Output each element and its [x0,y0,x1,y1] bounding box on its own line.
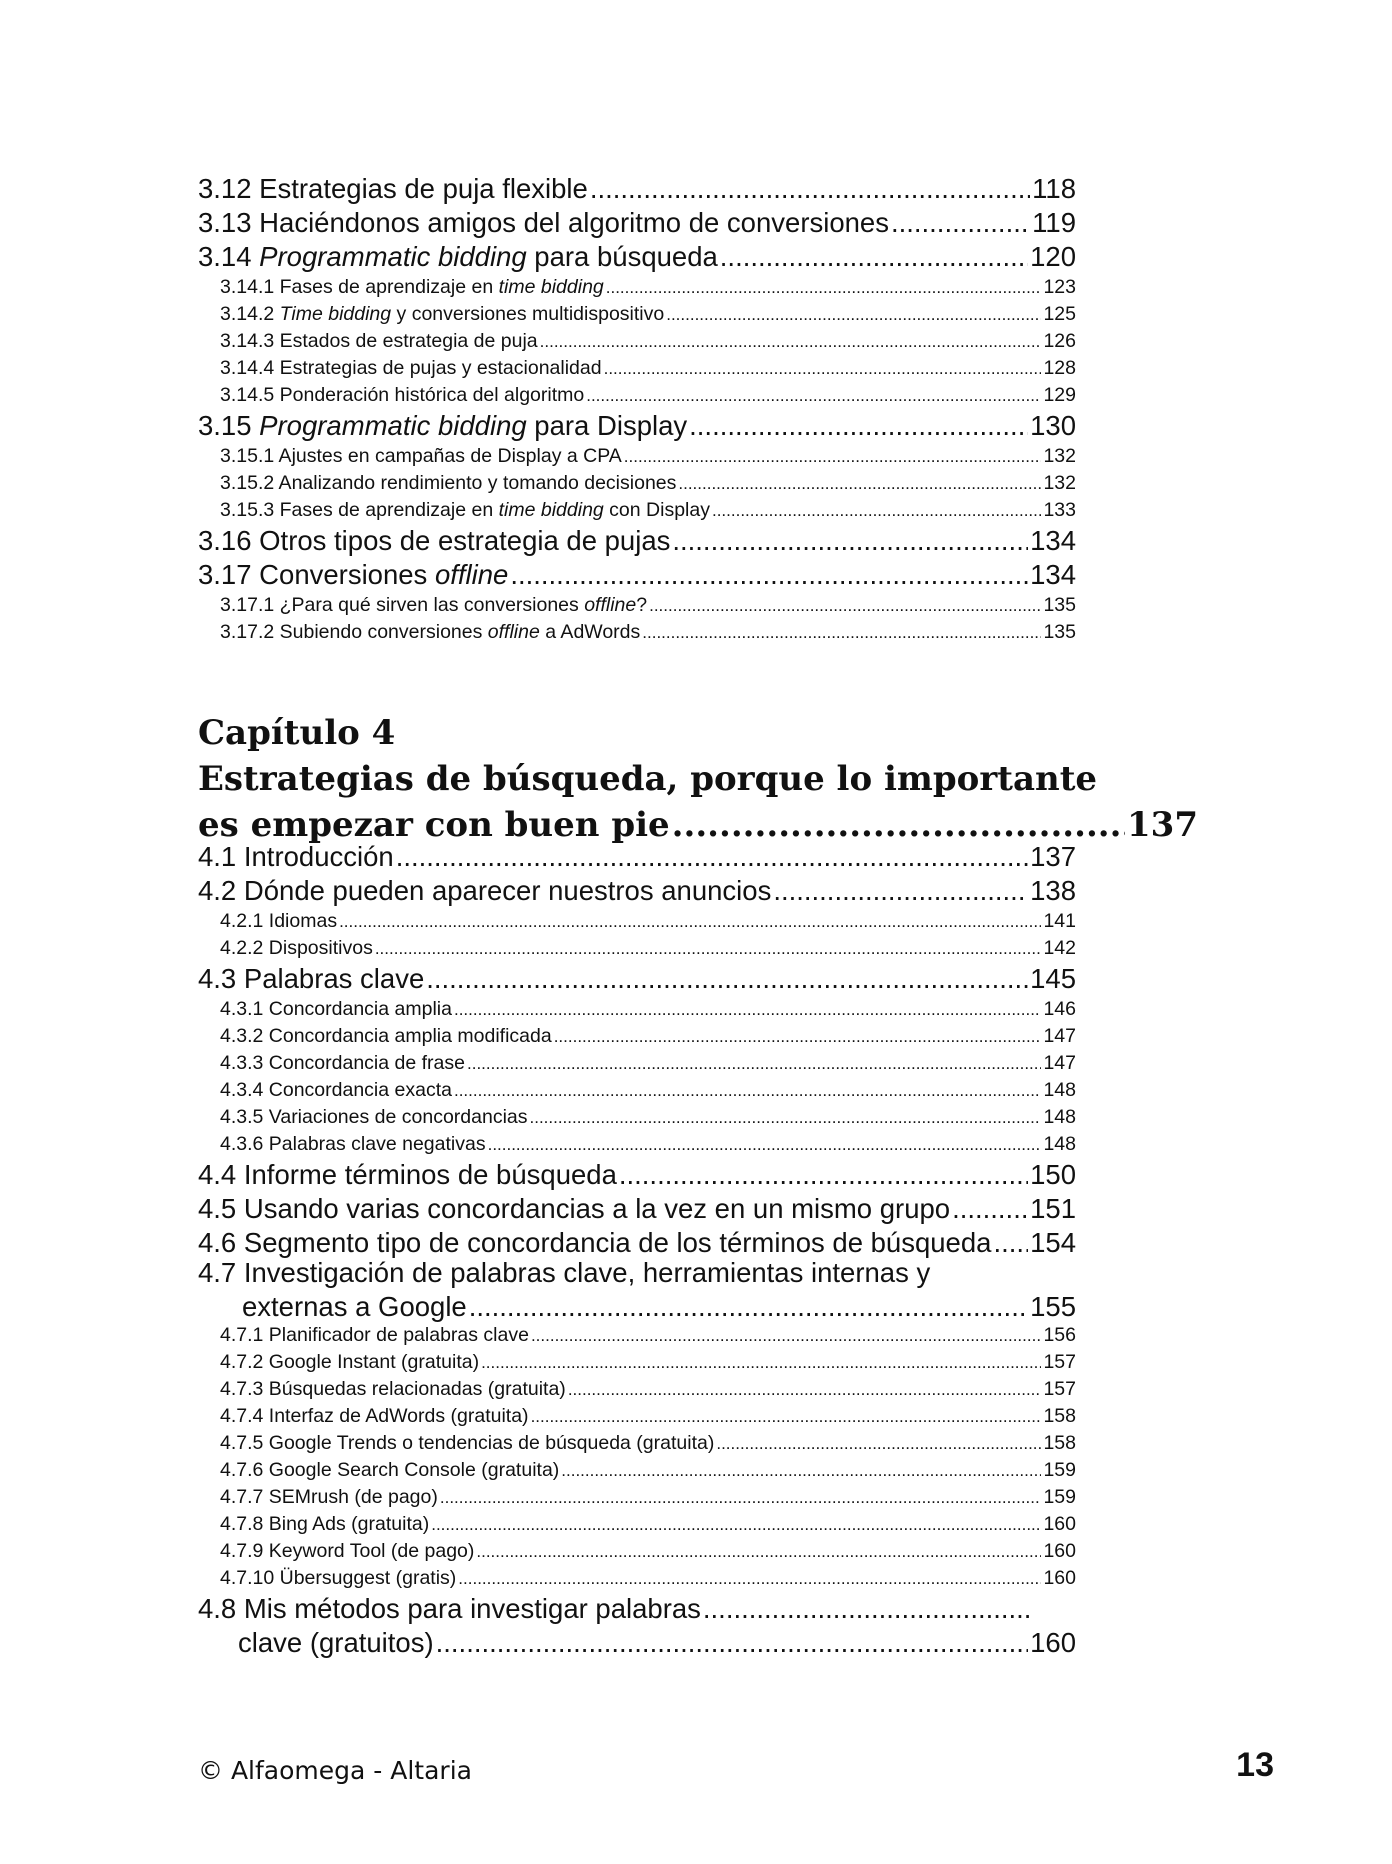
toc-entry-italic: offline [584,594,637,616]
toc-entry[interactable] [198,1430,1076,1457]
toc-entry[interactable] [198,1050,1076,1077]
toc-entry-text [220,592,647,619]
toc-entry-text: 3.14.5 Ponderación histórica del algoritmo [220,384,585,406]
toc-entry-text: 4.3.1 Concordancia amplia [220,998,452,1020]
toc-entry-text: 4.7.1 Planificador de palabras clave [220,1324,529,1346]
toc-entry-text: 4.7 Investigación de palabras clave, herramientas internas y [198,1257,931,1288]
chapter-label: Capítulo 4 [198,713,396,753]
toc-entry[interactable] [198,1403,1076,1430]
toc-entry[interactable] [198,1104,1076,1131]
toc-entry[interactable] [198,328,1076,355]
toc-entry-page: 159 [1043,1459,1076,1481]
dot-leader [712,497,1041,524]
toc-entry[interactable] [198,443,1076,470]
dot-leader [488,1131,1042,1158]
dot-leader [619,1158,1028,1192]
dot-leader [773,874,1028,908]
toc-entry-page: 148 [1043,1079,1076,1101]
toc-entry-page: 133 [1043,499,1076,521]
chapter-page: 137 [1127,805,1198,845]
dot-leader [568,1376,1042,1403]
toc-entry-text: 4.2.2 Dispositivos [220,937,373,959]
toc-entry-text: 4.7.2 Google Instant (gratuita) [220,1351,480,1373]
toc-entry-text: clave (gratuitos) [238,1627,434,1658]
dot-leader [339,908,1041,935]
toc-entry-page: 160 [1043,1513,1076,1535]
dot-leader [703,1592,1032,1626]
dot-leader [891,206,1030,240]
toc-entry-page: 126 [1043,330,1076,352]
toc-entry-text: 3.14.3 Estados de estrategia de puja [220,330,538,352]
toc-entry[interactable] [198,1158,1076,1192]
toc-entry-text-part: para Display [526,410,688,441]
toc-entry-text: 3.12 Estrategias de puja flexible [198,173,588,204]
toc-entry-italic: time bidding [498,499,604,521]
toc-entry-text [220,619,640,646]
toc-entry-text-part: ? [636,594,648,616]
toc-entry-page: 147 [1043,1052,1076,1074]
toc-entry-text: 3.15.1 Ajustes en campañas de Display a CPA [220,445,622,467]
toc-entry[interactable] [198,1457,1076,1484]
toc-entry[interactable] [198,524,1076,558]
toc-entry-text [220,497,710,524]
toc-entry-text: 3.16 Otros tipos de estrategia de pujas [198,525,671,556]
toc-entry[interactable] [198,908,1076,935]
dot-leader [678,470,1041,497]
toc-entry-text: 4.1 Introducción [198,841,394,872]
dot-leader [426,962,1028,996]
toc-entry-page: 129 [1043,384,1076,406]
toc-entry-line1 [198,1592,1076,1626]
toc-entry[interactable] [198,1322,1076,1349]
toc-entry-page: 147 [1043,1025,1076,1047]
toc-4-7-subsections [198,1322,1076,1592]
toc-entry-page: 160 [1030,1627,1076,1658]
toc-entry-page: 155 [1030,1291,1076,1322]
toc-entry-italic: offline [434,559,509,590]
toc-entry-text: 4.7.3 Búsquedas relacionadas (gratuita) [220,1378,566,1400]
dot-leader [510,558,1028,592]
toc-entry-page: 135 [1043,621,1076,643]
toc-entry-italic: offline [487,621,540,643]
toc-entry-text: 4.7.10 Übersuggest (gratis) [220,1567,457,1589]
toc-entry-page: 137 [1030,841,1076,872]
toc-entry[interactable] [198,558,1076,592]
toc-entry-text: 4.5 Usando varias concordancias a la vez en un mismo grupo [198,1193,951,1224]
toc-entry-text: 4.3.2 Concordancia amplia modificada [220,1025,552,1047]
toc-entry-italic: time bidding [498,276,604,298]
footer-page-number: 13 [1236,1746,1274,1784]
dot-leader [530,1104,1042,1131]
toc-entry[interactable] [198,1538,1076,1565]
chapter-heading [198,710,1208,848]
toc-entry-text [220,301,664,328]
toc-entry-italic: Time bidding [279,303,392,325]
dot-leader [716,1430,1041,1457]
toc-entry-page: 120 [1030,241,1076,272]
dot-leader [554,1023,1042,1050]
dot-leader [458,1565,1041,1592]
toc-entry-text: 4.4 Informe términos de búsqueda [198,1159,617,1190]
toc-entry-4-7[interactable] [198,1256,1076,1324]
toc-entry[interactable] [198,497,1076,524]
toc-entry-italic: Programmatic bidding [259,241,527,272]
toc-entry-continuation [198,1290,1076,1324]
toc-entry-page: 132 [1043,472,1076,494]
toc-entry-text-part: con Display [603,499,710,521]
dot-leader [590,172,1030,206]
footer-publisher: © Alfaomega - Altaria [198,1756,472,1785]
dot-leader [436,1626,1028,1660]
toc-entry-page: 128 [1043,357,1076,379]
toc-entry[interactable] [198,619,1076,646]
dot-leader [469,1290,1028,1324]
toc-entry-text-part: 3.17.2 Subiendo conversiones [220,621,488,643]
toc-entry-4-8[interactable] [198,1592,1076,1660]
toc-entry-page: 159 [1043,1486,1076,1508]
toc-entry-page: 130 [1030,410,1076,441]
toc-entry-text: 4.3 Palabras clave [198,963,425,994]
dot-leader [606,274,1042,301]
dot-leader [586,382,1041,409]
toc-entry[interactable] [198,1131,1076,1158]
toc-entry[interactable] [198,1023,1076,1050]
toc-entry-text-part: para búsqueda [526,241,718,272]
toc-entry-text: 4.2 Dónde pueden aparecer nuestros anuncios [198,875,772,906]
toc-entry-text: 4.7.8 Bing Ads (gratuita) [220,1513,430,1535]
toc-entry-page: 157 [1043,1378,1076,1400]
toc-entry-text: 4.3.3 Concordancia de frase [220,1052,465,1074]
toc-entry[interactable] [198,206,1076,240]
dot-leader [952,1192,1028,1226]
toc-entry-text-part: y conversiones multidispositivo [391,303,665,325]
toc-entry-page: 156 [1043,1324,1076,1346]
dot-leader [561,1457,1041,1484]
dot-leader [440,1484,1042,1511]
toc-entry-page: 142 [1043,937,1076,959]
dot-leader [720,240,1028,274]
toc-entry-text: 4.3.5 Variaciones de concordancias [220,1106,528,1128]
dot-leader [604,355,1042,382]
toc-entry-text-part: a AdWords [539,621,641,643]
toc-entry-page: 135 [1043,594,1076,616]
toc-entry-text: 4.2.1 Idiomas [220,910,338,932]
toc-entry-page: 141 [1043,910,1076,932]
toc-entry-page: 160 [1043,1540,1076,1562]
dot-leader [531,1403,1042,1430]
toc-entry[interactable] [198,409,1076,443]
dot-leader [531,1322,1042,1349]
dot-leader [476,1538,1041,1565]
toc-entry-continuation [198,1626,1076,1660]
toc-entry-text-part: 3.15 [198,410,260,441]
toc-entry-text: 4.7.9 Keyword Tool (de pago) [220,1540,475,1562]
toc-entry-page: 123 [1043,276,1076,298]
dot-leader [672,524,1028,558]
chapter-title-line1: Estrategias de búsqueda, porque lo importante [198,759,1098,799]
dot-leader [666,301,1041,328]
toc-entry-text-part: 3.14.1 Fases de aprendizaje en [220,276,499,298]
dot-leader [624,443,1042,470]
dot-leader [481,1349,1041,1376]
toc-entry[interactable] [198,1511,1076,1538]
toc-entry-page: 134 [1030,525,1076,556]
toc-entry[interactable] [198,274,1076,301]
toc-entry-page: 158 [1043,1432,1076,1454]
toc-entry-text [198,409,687,443]
toc-entry[interactable] [198,962,1076,996]
toc-entry-text [198,240,718,274]
toc-entry[interactable] [198,240,1076,274]
toc-entry-page: 138 [1030,875,1076,906]
dot-leader [993,1226,1028,1260]
toc-entry-page: 118 [1032,173,1076,204]
toc-entry-text: 4.7.4 Interfaz de AdWords (gratuita) [220,1405,529,1427]
toc-entry-text [198,558,508,592]
toc-entry[interactable] [198,1484,1076,1511]
toc-entry-page: 148 [1043,1106,1076,1128]
toc-chapter3-section [198,172,1076,646]
toc-entry-page: 154 [1030,1227,1076,1258]
dot-leader [454,1077,1041,1104]
toc-entry[interactable] [198,355,1076,382]
toc-entry-page: 160 [1043,1567,1076,1589]
toc-entry-text: 4.7.6 Google Search Console (gratuita) [220,1459,560,1481]
toc-entry-text-part: 3.17.1 ¿Para qué sirven las conversiones [220,594,585,616]
dot-leader [454,996,1041,1023]
toc-entry[interactable] [198,592,1076,619]
toc-entry[interactable] [198,172,1076,206]
toc-entry-text: 4.3.4 Concordancia exacta [220,1079,452,1101]
toc-entry-text-part: 3.15.3 Fases de aprendizaje en [220,499,499,521]
toc-entry[interactable] [198,935,1076,962]
toc-entry-text-part: 3.14.2 [220,303,280,325]
toc-entry[interactable] [198,1376,1076,1403]
toc-entry-text: 4.8 Mis métodos para investigar palabras [198,1593,701,1624]
toc-entry-italic: Programmatic bidding [259,410,527,441]
dot-leader [396,840,1028,874]
toc-entry-page: 145 [1030,963,1076,994]
toc-entry-text-part: 3.14 [198,241,260,272]
dot-leader [649,592,1041,619]
toc-entry-page: 119 [1032,207,1076,238]
toc-entry-text: 4.6 Segmento tipo de concordancia de los términos de búsqueda [198,1227,992,1258]
toc-entry[interactable] [198,1192,1076,1226]
toc-entry-text: 4.7.5 Google Trends o tendencias de búsqueda (gratuita) [220,1432,715,1454]
toc-entry-text: 3.14.4 Estrategias de pujas y estacionalidad [220,357,602,379]
toc-entry-text: 3.13 Haciéndonos amigos del algoritmo de conversiones [198,207,889,238]
toc-entry[interactable] [198,1077,1076,1104]
dot-leader [540,328,1042,355]
toc-entry[interactable] [198,1565,1076,1592]
toc-entry-text: externas a Google [242,1291,467,1322]
toc-entry[interactable] [198,1226,1076,1260]
toc-entry-page: 148 [1043,1133,1076,1155]
toc-entry[interactable] [198,470,1076,497]
toc-chapter4-section [198,840,1076,1260]
dot-leader [467,1050,1041,1077]
toc-entry[interactable] [198,301,1076,328]
toc-entry[interactable] [198,382,1076,409]
toc-entry-text: 4.7.7 SEMrush (de pago) [220,1486,438,1508]
toc-entry-page: 151 [1030,1193,1076,1224]
toc-entry-page: 150 [1030,1159,1076,1190]
dot-leader [375,935,1042,962]
chapter-title-line2: es empezar con buen pie [198,805,670,845]
toc-entry-page: 134 [1030,559,1076,590]
dot-leader [689,409,1028,443]
toc-entry-page: 158 [1043,1405,1076,1427]
toc-entry[interactable] [198,996,1076,1023]
dot-leader [642,619,1041,646]
toc-entry[interactable] [198,840,1076,874]
toc-entry-text: 4.3.6 Palabras clave negativas [220,1133,486,1155]
dot-leader [431,1511,1041,1538]
toc-entry-page: 132 [1043,445,1076,467]
toc-entry-text-part: 3.17 Conversiones [198,559,435,590]
toc-entry[interactable] [198,1349,1076,1376]
toc-entry-page: 146 [1043,998,1076,1020]
toc-entry-text [220,274,604,301]
toc-entry-page: 125 [1043,303,1076,325]
toc-entry[interactable] [198,874,1076,908]
toc-entry-page: 157 [1043,1351,1076,1373]
toc-entry-text: 3.15.2 Analizando rendimiento y tomando decisiones [220,472,677,494]
